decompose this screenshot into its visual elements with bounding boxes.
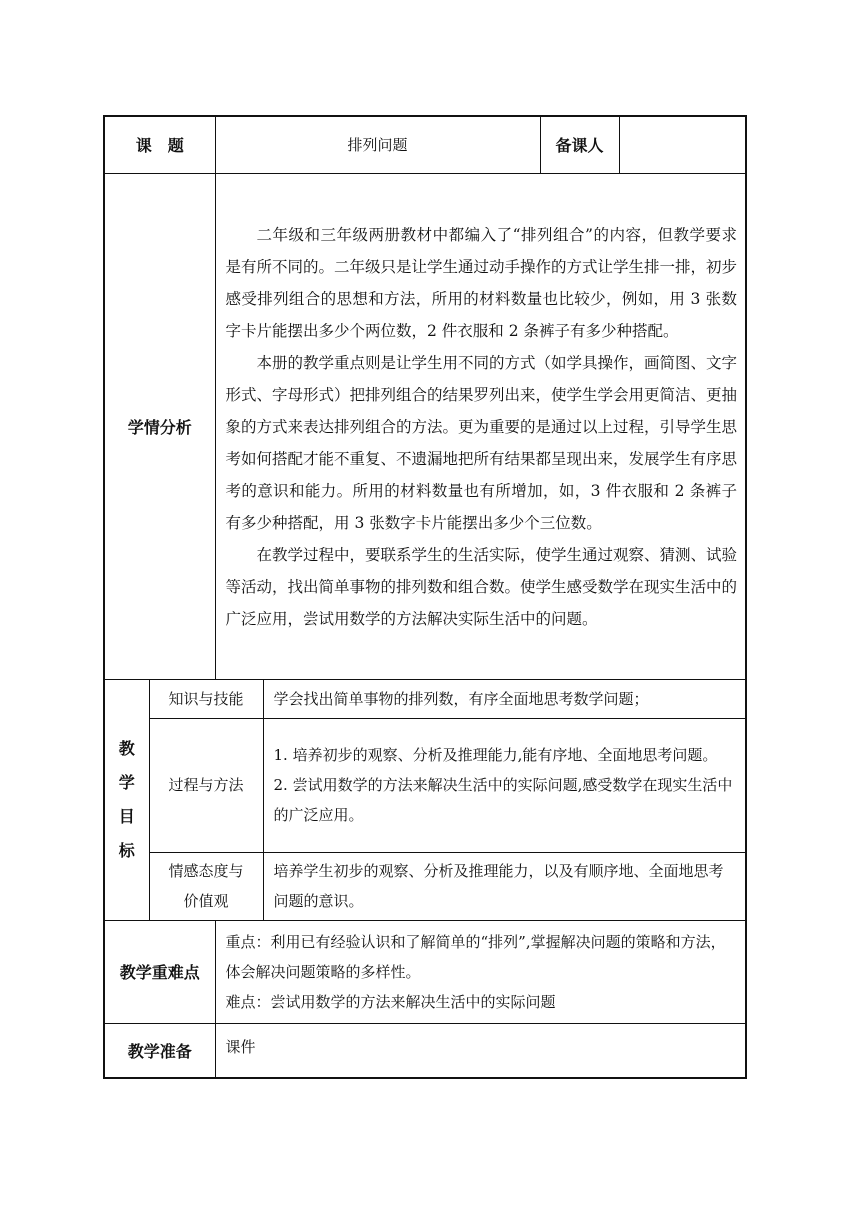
- analysis-paragraph: 在教学过程中，要联系学生的生活实际，使学生通过观察、猜测、试验等活动，找出简单事物的排列数和组合数。使学生感受数学在现实生活中的广泛应用，尝试用数学的方法解决实际生活中的问题。: [225, 546, 738, 628]
- knowledge-cell: [263, 679, 746, 718]
- preparation-cell: [215, 1023, 746, 1078]
- emotion-label: 情感态度与 价值观: [149, 852, 263, 920]
- knowledge-text: 学会找出简单事物的排列数，有序全面地思考数学问题；: [273, 689, 649, 708]
- analysis-paragraph: 二年级和三年级两册教材中都编入了“排列组合”的内容，但教学要求是有所不同的。二年级只是让学生通过动手操作的方式让学生排一排，初步感受排列组合的思想和方法，所用的材料数量也比较少，例如，用 3 张数字卡片能摆出多少个两位数，2 件衣服和 2 条裤子有多少种搭配。: [225, 226, 738, 340]
- preparation-label: 教学准备: [104, 1023, 215, 1078]
- topic-label: 课 题: [104, 116, 215, 173]
- emotion-cell: [263, 852, 746, 920]
- objectives-label: 教 学 目 标: [104, 679, 149, 920]
- topic-value: 排列问题: [215, 116, 540, 173]
- process-item-1: 1. 培养初步的观察、分析及推理能力,能有序地、全面地思考问题。: [273, 746, 718, 764]
- analysis-content: [215, 173, 746, 679]
- lesson-plan-table: [103, 115, 747, 1079]
- process-label: 过程与方法: [149, 718, 263, 852]
- key-points-cell: [215, 920, 746, 1023]
- preparation-row: [104, 1023, 746, 1078]
- key-points-row: [104, 920, 746, 1023]
- preparation-text: 课件: [225, 1037, 256, 1056]
- analysis-row: [104, 173, 746, 679]
- analysis-label: 学情分析: [104, 173, 215, 679]
- emotion-text: 培养学生初步的观察、分析及推理能力，以及有顺序地、全面地思考问题的意识。: [273, 862, 724, 910]
- objective-emotion-row: [104, 852, 746, 920]
- objective-knowledge-row: [104, 679, 746, 718]
- preparer-value: [619, 116, 746, 173]
- objective-process-row: [104, 718, 746, 852]
- preparer-label: 备课人: [540, 116, 619, 173]
- knowledge-label: 知识与技能: [149, 679, 263, 718]
- process-item-2: 2. 尝试用数学的方法来解决生活中的实际问题,感受数学在现实生活中的广泛应用。: [273, 776, 733, 824]
- key-point-text: 重点：利用已有经验认识和了解简单的“排列”,掌握解决问题的策略和方法，体会解决问题策略的多样性。: [225, 932, 726, 981]
- analysis-paragraph: 本册的教学重点则是让学生用不同的方式（如学具操作，画简图、文字形式、字母形式）把排列组合的结果罗列出来，使学生学会用更简洁、更抽象的方式来表达排列组合的方法。更为重要的是通过以上过程，引导学生思考如何搭配才能不重复、不遗漏地把所有结果都呈现出来，发展学生有序思考的意识和能力。所用的材料数量也有所增加，如，3 件衣服和 2 条裤子有多少种搭配，用 3 张数字卡片能摆出多少个三位数。: [225, 354, 738, 532]
- topic-row: [104, 116, 746, 173]
- key-points-label: 教学重难点: [104, 920, 215, 1023]
- lesson-plan-page: [103, 115, 747, 1079]
- difficult-point-text: 难点：尝试用数学的方法来解决生活中的实际问题: [225, 992, 556, 1011]
- process-cell: [263, 718, 746, 852]
